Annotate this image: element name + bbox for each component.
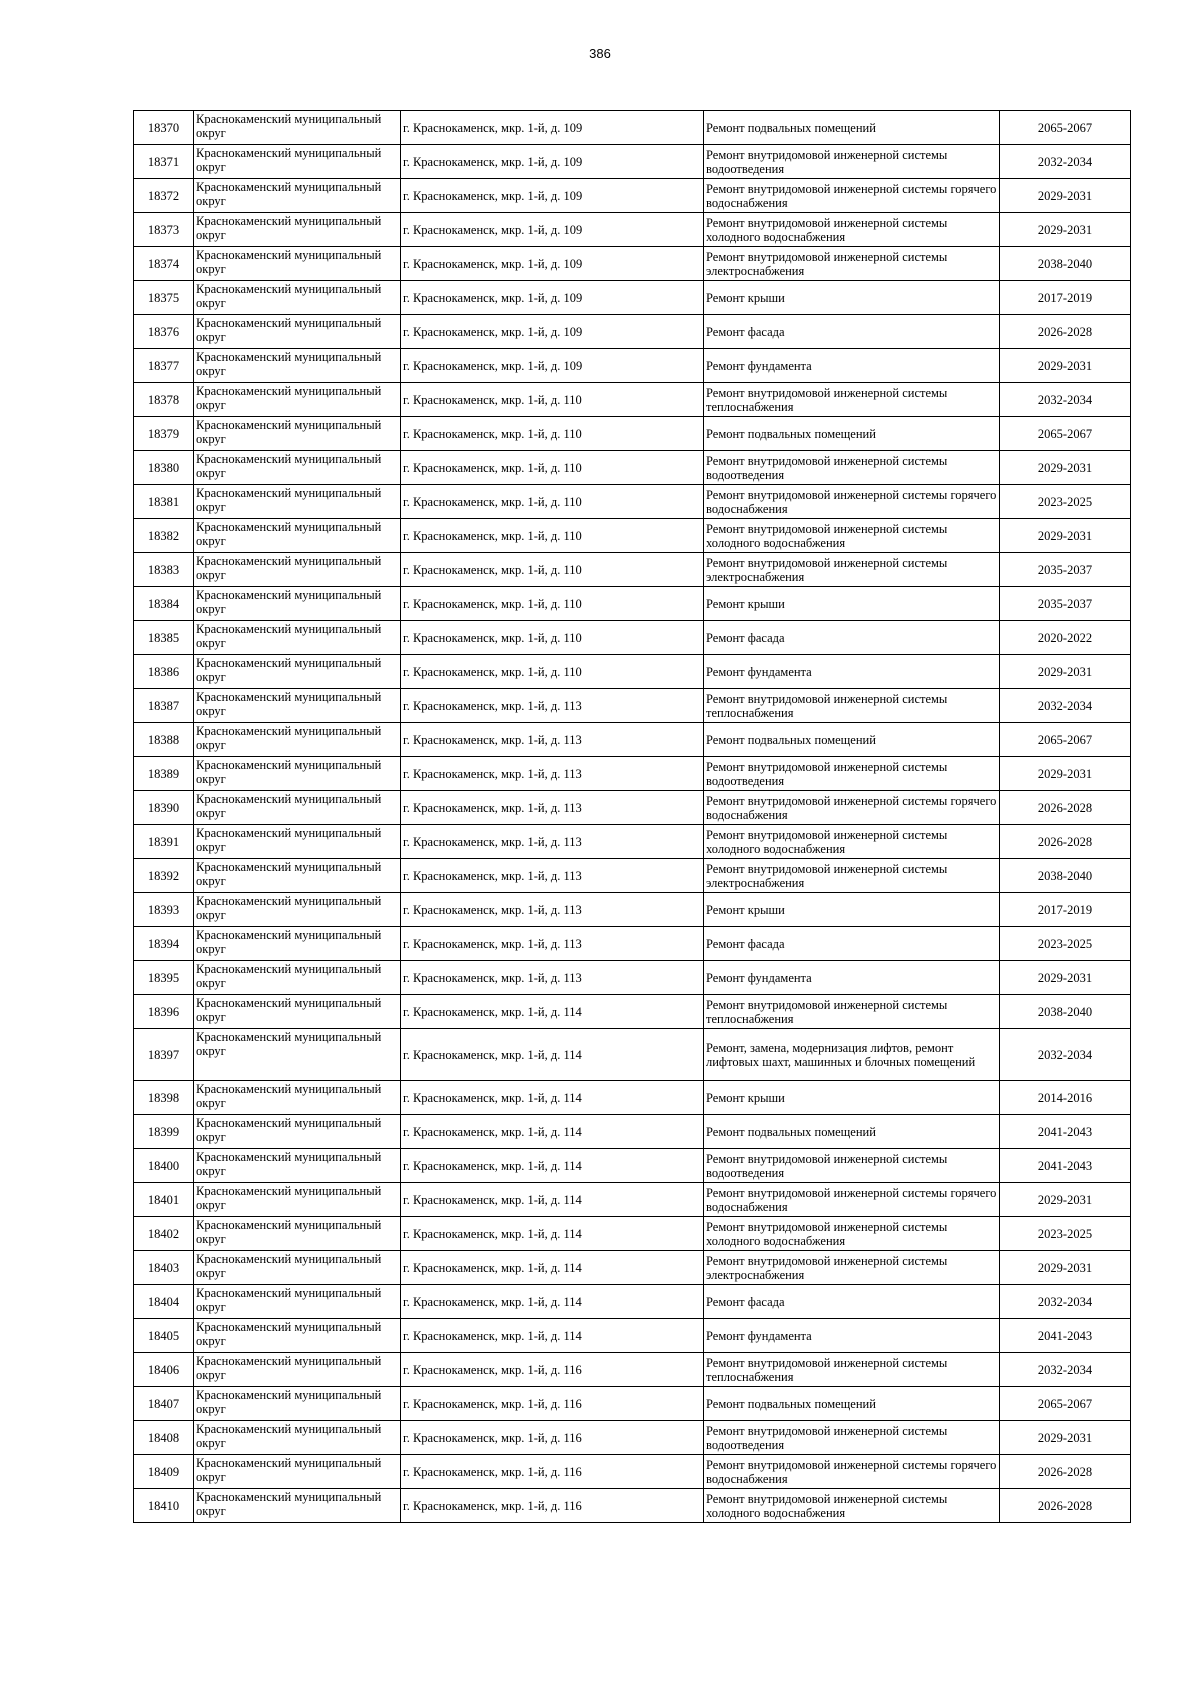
row-number-cell: 18396 (134, 995, 194, 1029)
district-cell: Краснокаменский муниципальный округ (194, 1489, 401, 1523)
repair-schedule-table (133, 110, 1131, 1523)
address-cell: г. Краснокаменск, мкр. 1-й, д. 113 (401, 689, 704, 723)
address-cell: г. Краснокаменск, мкр. 1-й, д. 114 (401, 1029, 704, 1081)
row-number-cell: 18380 (134, 451, 194, 485)
work-type-cell: Ремонт подвальных помещений (704, 1115, 1000, 1149)
row-number-cell: 18371 (134, 145, 194, 179)
row-number-cell: 18384 (134, 587, 194, 621)
district-cell: Краснокаменский муниципальный округ (194, 1251, 401, 1285)
table-row (134, 315, 1131, 349)
period-cell: 2032-2034 (1000, 689, 1131, 723)
district-cell: Краснокаменский муниципальный округ (194, 485, 401, 519)
district-cell: Краснокаменский муниципальный округ (194, 179, 401, 213)
address-cell: г. Краснокаменск, мкр. 1-й, д. 116 (401, 1421, 704, 1455)
district-cell: Краснокаменский муниципальный округ (194, 1387, 401, 1421)
address-cell: г. Краснокаменск, мкр. 1-й, д. 114 (401, 1183, 704, 1217)
period-cell: 2029-2031 (1000, 961, 1131, 995)
period-cell: 2032-2034 (1000, 1029, 1131, 1081)
district-cell: Краснокаменский муниципальный округ (194, 961, 401, 995)
table-row (134, 1319, 1131, 1353)
row-number-cell: 18382 (134, 519, 194, 553)
work-type-cell: Ремонт внутридомовой инженерной системы электроснабжения (704, 859, 1000, 893)
address-cell: г. Краснокаменск, мкр. 1-й, д. 113 (401, 927, 704, 961)
period-cell: 2029-2031 (1000, 1183, 1131, 1217)
address-cell: г. Краснокаменск, мкр. 1-й, д. 109 (401, 213, 704, 247)
district-cell: Краснокаменский муниципальный округ (194, 1115, 401, 1149)
table-row (134, 451, 1131, 485)
row-number-cell: 18400 (134, 1149, 194, 1183)
district-cell: Краснокаменский муниципальный округ (194, 723, 401, 757)
period-cell: 2029-2031 (1000, 1421, 1131, 1455)
period-cell: 2029-2031 (1000, 757, 1131, 791)
table-row (134, 723, 1131, 757)
address-cell: г. Краснокаменск, мкр. 1-й, д. 114 (401, 1217, 704, 1251)
work-type-cell: Ремонт внутридомовой инженерной системы горячего водоснабжения (704, 791, 1000, 825)
address-cell: г. Краснокаменск, мкр. 1-й, д. 109 (401, 145, 704, 179)
table-row (134, 519, 1131, 553)
table-row (134, 383, 1131, 417)
period-cell: 2032-2034 (1000, 383, 1131, 417)
table-row (134, 825, 1131, 859)
row-number-cell: 18395 (134, 961, 194, 995)
period-cell: 2014-2016 (1000, 1081, 1131, 1115)
row-number-cell: 18402 (134, 1217, 194, 1251)
period-cell: 2026-2028 (1000, 1455, 1131, 1489)
district-cell: Краснокаменский муниципальный округ (194, 1217, 401, 1251)
table-row (134, 247, 1131, 281)
row-number-cell: 18385 (134, 621, 194, 655)
row-number-cell: 18388 (134, 723, 194, 757)
period-cell: 2023-2025 (1000, 485, 1131, 519)
row-number-cell: 18407 (134, 1387, 194, 1421)
period-cell: 2038-2040 (1000, 247, 1131, 281)
district-cell: Краснокаменский муниципальный округ (194, 247, 401, 281)
district-cell: Краснокаменский муниципальный округ (194, 1029, 401, 1081)
table-row (134, 1183, 1131, 1217)
district-cell: Краснокаменский муниципальный округ (194, 145, 401, 179)
period-cell: 2026-2028 (1000, 1489, 1131, 1523)
district-cell: Краснокаменский муниципальный округ (194, 315, 401, 349)
row-number-cell: 18389 (134, 757, 194, 791)
row-number-cell: 18394 (134, 927, 194, 961)
address-cell: г. Краснокаменск, мкр. 1-й, д. 113 (401, 961, 704, 995)
row-number-cell: 18378 (134, 383, 194, 417)
district-cell: Краснокаменский муниципальный округ (194, 1183, 401, 1217)
work-type-cell: Ремонт внутридомовой инженерной системы водоотведения (704, 757, 1000, 791)
work-type-cell: Ремонт внутридомовой инженерной системы электроснабжения (704, 553, 1000, 587)
address-cell: г. Краснокаменск, мкр. 1-й, д. 114 (401, 1115, 704, 1149)
row-number-cell: 18381 (134, 485, 194, 519)
row-number-cell: 18408 (134, 1421, 194, 1455)
row-number-cell: 18391 (134, 825, 194, 859)
address-cell: г. Краснокаменск, мкр. 1-й, д. 113 (401, 791, 704, 825)
table-row (134, 1387, 1131, 1421)
address-cell: г. Краснокаменск, мкр. 1-й, д. 109 (401, 247, 704, 281)
work-type-cell: Ремонт внутридомовой инженерной системы холодного водоснабжения (704, 1489, 1000, 1523)
period-cell: 2065-2067 (1000, 723, 1131, 757)
table-row (134, 1029, 1131, 1081)
work-type-cell: Ремонт фундамента (704, 961, 1000, 995)
table-row (134, 961, 1131, 995)
table-row (134, 349, 1131, 383)
address-cell: г. Краснокаменск, мкр. 1-й, д. 109 (401, 111, 704, 145)
period-cell: 2029-2031 (1000, 179, 1131, 213)
district-cell: Краснокаменский муниципальный округ (194, 893, 401, 927)
district-cell: Краснокаменский муниципальный округ (194, 825, 401, 859)
work-type-cell: Ремонт фундамента (704, 349, 1000, 383)
period-cell: 2029-2031 (1000, 519, 1131, 553)
row-number-cell: 18409 (134, 1455, 194, 1489)
address-cell: г. Краснокаменск, мкр. 1-й, д. 110 (401, 655, 704, 689)
table-row (134, 281, 1131, 315)
table-row (134, 655, 1131, 689)
row-number-cell: 18403 (134, 1251, 194, 1285)
address-cell: г. Краснокаменск, мкр. 1-й, д. 110 (401, 485, 704, 519)
district-cell: Краснокаменский муниципальный округ (194, 349, 401, 383)
period-cell: 2032-2034 (1000, 145, 1131, 179)
period-cell: 2026-2028 (1000, 315, 1131, 349)
table-row (134, 111, 1131, 145)
work-type-cell: Ремонт внутридомовой инженерной системы водоотведения (704, 145, 1000, 179)
table-row (134, 1217, 1131, 1251)
address-cell: г. Краснокаменск, мкр. 1-й, д. 110 (401, 451, 704, 485)
district-cell: Краснокаменский муниципальный округ (194, 587, 401, 621)
row-number-cell: 18397 (134, 1029, 194, 1081)
work-type-cell: Ремонт подвальных помещений (704, 111, 1000, 145)
work-type-cell: Ремонт внутридомовой инженерной системы электроснабжения (704, 247, 1000, 281)
work-type-cell: Ремонт, замена, модернизация лифтов, ремонт лифтовых шахт, машинных и блочных помещений (704, 1029, 1000, 1081)
work-type-cell: Ремонт фундамента (704, 655, 1000, 689)
table-row (134, 587, 1131, 621)
row-number-cell: 18404 (134, 1285, 194, 1319)
work-type-cell: Ремонт внутридомовой инженерной системы теплоснабжения (704, 383, 1000, 417)
district-cell: Краснокаменский муниципальный округ (194, 791, 401, 825)
row-number-cell: 18383 (134, 553, 194, 587)
work-type-cell: Ремонт внутридомовой инженерной системы теплоснабжения (704, 995, 1000, 1029)
district-cell: Краснокаменский муниципальный округ (194, 281, 401, 315)
address-cell: г. Краснокаменск, мкр. 1-й, д. 110 (401, 417, 704, 451)
table-row (134, 1421, 1131, 1455)
period-cell: 2029-2031 (1000, 349, 1131, 383)
period-cell: 2032-2034 (1000, 1353, 1131, 1387)
period-cell: 2029-2031 (1000, 1251, 1131, 1285)
district-cell: Краснокаменский муниципальный округ (194, 757, 401, 791)
address-cell: г. Краснокаменск, мкр. 1-й, д. 109 (401, 349, 704, 383)
row-number-cell: 18376 (134, 315, 194, 349)
row-number-cell: 18398 (134, 1081, 194, 1115)
district-cell: Краснокаменский муниципальный округ (194, 655, 401, 689)
period-cell: 2041-2043 (1000, 1115, 1131, 1149)
work-type-cell: Ремонт крыши (704, 893, 1000, 927)
address-cell: г. Краснокаменск, мкр. 1-й, д. 110 (401, 519, 704, 553)
address-cell: г. Краснокаменск, мкр. 1-й, д. 109 (401, 179, 704, 213)
table-row (134, 1115, 1131, 1149)
work-type-cell: Ремонт внутридомовой инженерной системы горячего водоснабжения (704, 485, 1000, 519)
district-cell: Краснокаменский муниципальный округ (194, 859, 401, 893)
district-cell: Краснокаменский муниципальный округ (194, 689, 401, 723)
district-cell: Краснокаменский муниципальный округ (194, 995, 401, 1029)
work-type-cell: Ремонт внутридомовой инженерной системы холодного водоснабжения (704, 213, 1000, 247)
row-number-cell: 18370 (134, 111, 194, 145)
address-cell: г. Краснокаменск, мкр. 1-й, д. 116 (401, 1455, 704, 1489)
period-cell: 2029-2031 (1000, 213, 1131, 247)
district-cell: Краснокаменский муниципальный округ (194, 1421, 401, 1455)
table-row (134, 1285, 1131, 1319)
address-cell: г. Краснокаменск, мкр. 1-й, д. 114 (401, 1149, 704, 1183)
table-row (134, 621, 1131, 655)
period-cell: 2035-2037 (1000, 587, 1131, 621)
table-row (134, 893, 1131, 927)
period-cell: 2017-2019 (1000, 893, 1131, 927)
district-cell: Краснокаменский муниципальный округ (194, 1353, 401, 1387)
district-cell: Краснокаменский муниципальный округ (194, 1149, 401, 1183)
district-cell: Краснокаменский муниципальный округ (194, 621, 401, 655)
work-type-cell: Ремонт внутридомовой инженерной системы горячего водоснабжения (704, 1183, 1000, 1217)
row-number-cell: 18410 (134, 1489, 194, 1523)
district-cell: Краснокаменский муниципальный округ (194, 213, 401, 247)
period-cell: 2023-2025 (1000, 1217, 1131, 1251)
district-cell: Краснокаменский муниципальный округ (194, 451, 401, 485)
work-type-cell: Ремонт подвальных помещений (704, 417, 1000, 451)
address-cell: г. Краснокаменск, мкр. 1-й, д. 113 (401, 757, 704, 791)
district-cell: Краснокаменский муниципальный округ (194, 1081, 401, 1115)
address-cell: г. Краснокаменск, мкр. 1-й, д. 114 (401, 1081, 704, 1115)
address-cell: г. Краснокаменск, мкр. 1-й, д. 114 (401, 1251, 704, 1285)
row-number-cell: 18393 (134, 893, 194, 927)
period-cell: 2035-2037 (1000, 553, 1131, 587)
address-cell: г. Краснокаменск, мкр. 1-й, д. 109 (401, 281, 704, 315)
row-number-cell: 18372 (134, 179, 194, 213)
work-type-cell: Ремонт крыши (704, 1081, 1000, 1115)
row-number-cell: 18392 (134, 859, 194, 893)
district-cell: Краснокаменский муниципальный округ (194, 927, 401, 961)
table-row (134, 1353, 1131, 1387)
row-number-cell: 18399 (134, 1115, 194, 1149)
row-number-cell: 18374 (134, 247, 194, 281)
work-type-cell: Ремонт внутридомовой инженерной системы водоотведения (704, 451, 1000, 485)
work-type-cell: Ремонт внутридомовой инженерной системы холодного водоснабжения (704, 825, 1000, 859)
work-type-cell: Ремонт фундамента (704, 1319, 1000, 1353)
period-cell: 2032-2034 (1000, 1285, 1131, 1319)
address-cell: г. Краснокаменск, мкр. 1-й, д. 116 (401, 1387, 704, 1421)
work-type-cell: Ремонт фасада (704, 927, 1000, 961)
table-row (134, 145, 1131, 179)
work-type-cell: Ремонт фасада (704, 315, 1000, 349)
page-number: 386 (589, 46, 611, 61)
period-cell: 2020-2022 (1000, 621, 1131, 655)
table-row (134, 553, 1131, 587)
address-cell: г. Краснокаменск, мкр. 1-й, д. 114 (401, 1285, 704, 1319)
period-cell: 2026-2028 (1000, 791, 1131, 825)
table-row (134, 213, 1131, 247)
district-cell: Краснокаменский муниципальный округ (194, 1455, 401, 1489)
table-row (134, 791, 1131, 825)
work-type-cell: Ремонт внутридомовой инженерной системы холодного водоснабжения (704, 519, 1000, 553)
row-number-cell: 18401 (134, 1183, 194, 1217)
address-cell: г. Краснокаменск, мкр. 1-й, д. 110 (401, 621, 704, 655)
row-number-cell: 18379 (134, 417, 194, 451)
row-number-cell: 18386 (134, 655, 194, 689)
row-number-cell: 18405 (134, 1319, 194, 1353)
work-type-cell: Ремонт внутридомовой инженерной системы холодного водоснабжения (704, 1217, 1000, 1251)
work-type-cell: Ремонт внутридомовой инженерной системы теплоснабжения (704, 689, 1000, 723)
table-row (134, 927, 1131, 961)
work-type-cell: Ремонт фасада (704, 1285, 1000, 1319)
district-cell: Краснокаменский муниципальный округ (194, 417, 401, 451)
row-number-cell: 18375 (134, 281, 194, 315)
work-type-cell: Ремонт фасада (704, 621, 1000, 655)
period-cell: 2038-2040 (1000, 859, 1131, 893)
work-type-cell: Ремонт крыши (704, 281, 1000, 315)
district-cell: Краснокаменский муниципальный округ (194, 1285, 401, 1319)
period-cell: 2041-2043 (1000, 1149, 1131, 1183)
table-row (134, 1081, 1131, 1115)
table-row (134, 1489, 1131, 1523)
district-cell: Краснокаменский муниципальный округ (194, 519, 401, 553)
address-cell: г. Краснокаменск, мкр. 1-й, д. 114 (401, 1319, 704, 1353)
row-number-cell: 18390 (134, 791, 194, 825)
period-cell: 2029-2031 (1000, 655, 1131, 689)
row-number-cell: 18406 (134, 1353, 194, 1387)
period-cell: 2026-2028 (1000, 825, 1131, 859)
address-cell: г. Краснокаменск, мкр. 1-й, д. 114 (401, 995, 704, 1029)
work-type-cell: Ремонт крыши (704, 587, 1000, 621)
address-cell: г. Краснокаменск, мкр. 1-й, д. 113 (401, 825, 704, 859)
table-row (134, 757, 1131, 791)
period-cell: 2038-2040 (1000, 995, 1131, 1029)
row-number-cell: 18377 (134, 349, 194, 383)
address-cell: г. Краснокаменск, мкр. 1-й, д. 110 (401, 587, 704, 621)
address-cell: г. Краснокаменск, мкр. 1-й, д. 116 (401, 1489, 704, 1523)
work-type-cell: Ремонт внутридомовой инженерной системы водоотведения (704, 1149, 1000, 1183)
period-cell: 2065-2067 (1000, 417, 1131, 451)
table-row (134, 995, 1131, 1029)
work-type-cell: Ремонт подвальных помещений (704, 1387, 1000, 1421)
table-row (134, 179, 1131, 213)
district-cell: Краснокаменский муниципальный округ (194, 1319, 401, 1353)
period-cell: 2041-2043 (1000, 1319, 1131, 1353)
work-type-cell: Ремонт внутридомовой инженерной системы горячего водоснабжения (704, 179, 1000, 213)
period-cell: 2065-2067 (1000, 111, 1131, 145)
address-cell: г. Краснокаменск, мкр. 1-й, д. 116 (401, 1353, 704, 1387)
table-row (134, 1149, 1131, 1183)
address-cell: г. Краснокаменск, мкр. 1-й, д. 113 (401, 893, 704, 927)
table-row (134, 417, 1131, 451)
table-row (134, 689, 1131, 723)
district-cell: Краснокаменский муниципальный округ (194, 383, 401, 417)
table-row (134, 859, 1131, 893)
row-number-cell: 18387 (134, 689, 194, 723)
work-type-cell: Ремонт внутридомовой инженерной системы водоотведения (704, 1421, 1000, 1455)
address-cell: г. Краснокаменск, мкр. 1-й, д. 113 (401, 723, 704, 757)
work-type-cell: Ремонт внутридомовой инженерной системы горячего водоснабжения (704, 1455, 1000, 1489)
period-cell: 2065-2067 (1000, 1387, 1131, 1421)
period-cell: 2029-2031 (1000, 451, 1131, 485)
work-type-cell: Ремонт внутридомовой инженерной системы теплоснабжения (704, 1353, 1000, 1387)
address-cell: г. Краснокаменск, мкр. 1-й, д. 113 (401, 859, 704, 893)
district-cell: Краснокаменский муниципальный округ (194, 553, 401, 587)
row-number-cell: 18373 (134, 213, 194, 247)
table-row (134, 485, 1131, 519)
table-body (134, 111, 1131, 1523)
address-cell: г. Краснокаменск, мкр. 1-й, д. 110 (401, 383, 704, 417)
district-cell: Краснокаменский муниципальный округ (194, 111, 401, 145)
work-type-cell: Ремонт подвальных помещений (704, 723, 1000, 757)
table-row (134, 1251, 1131, 1285)
address-cell: г. Краснокаменск, мкр. 1-й, д. 110 (401, 553, 704, 587)
work-type-cell: Ремонт внутридомовой инженерной системы электроснабжения (704, 1251, 1000, 1285)
table-row (134, 1455, 1131, 1489)
period-cell: 2023-2025 (1000, 927, 1131, 961)
period-cell: 2017-2019 (1000, 281, 1131, 315)
address-cell: г. Краснокаменск, мкр. 1-й, д. 109 (401, 315, 704, 349)
